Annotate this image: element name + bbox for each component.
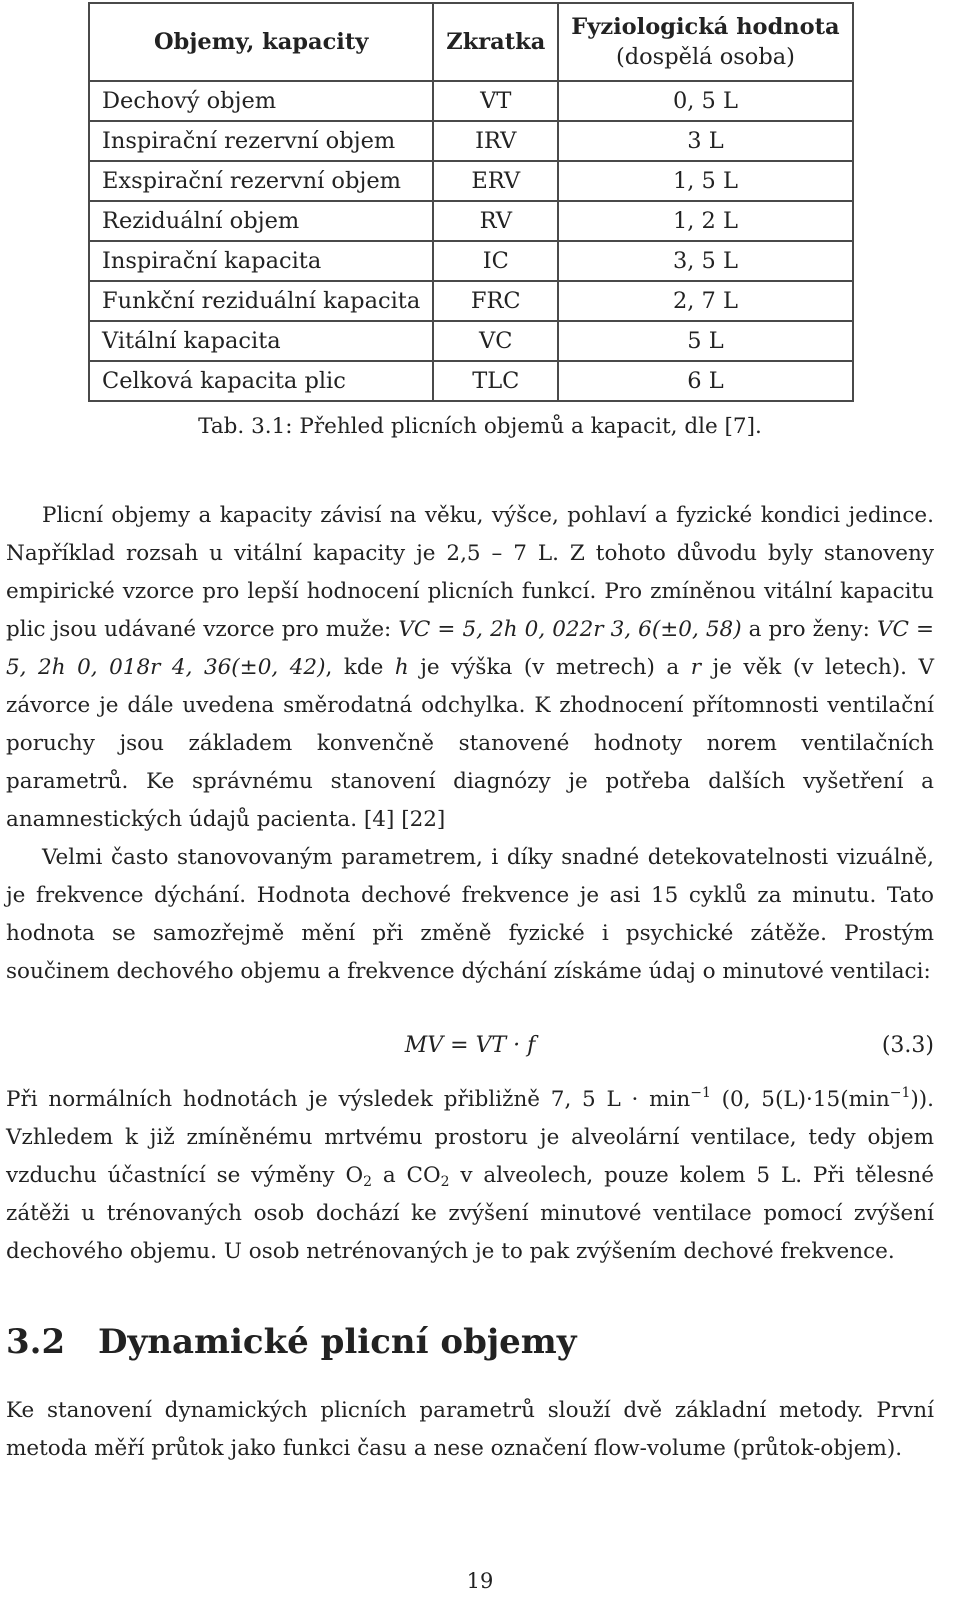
text-run: Při normálních hodnotách je výsledek přibližně 7, 5 L · min [6,1087,691,1112]
text-block-1 [6,497,934,991]
header-value-line1: Fyziologická hodnota [571,14,840,40]
header-value [558,3,852,81]
table-row [89,281,853,321]
text-run: )). Vzhledem k již zmíněnému mrtvému prostoru je alveolární ventilace, tedy objem vzduchu účastnící se výměny O [6,1087,934,1188]
cell-abbr: TLC [433,361,558,401]
cell-name: Reziduální objem [89,201,433,241]
formula-women: VC = 5, 2h 0, 018r 4, 36(±0, 42) [6,617,934,680]
text-block-2 [6,1081,934,1271]
cell-name: Dechový objem [89,81,433,121]
superscript: −1 [889,1085,911,1101]
cell-value: 5 L [558,321,852,361]
table-row [89,361,853,401]
cell-abbr: IRV [433,121,558,161]
text-run: je věk (v letech). V závorce je dále uvedena směrodatná odchylka. K zhodnocení přítomnosti ventilační poruchy jsou základem konvenčně stanovené hodnoty norem ventilačních parametrů. Ke správnému stanovení diagnózy je potřeba dalších vyšetření a anamnestických údajů pacienta. [4] [22] [6,655,934,832]
table-row [89,321,853,361]
section-heading [6,1318,577,1366]
paragraph-dynamic-methods: Ke stanovení dynamických plicních parametrů slouží dvě základní metody. První metoda měří průtok jako funkci času a nese označení flow-volume (průtok-objem). [6,1398,934,1461]
cell-abbr: VT [433,81,558,121]
table-caption: Tab. 3.1: Přehled plicních objemů a kapacit, dle [7]. [198,414,762,439]
page-number: 19 [466,1569,494,1593]
symbol-r: r [690,655,702,680]
cell-name: Vitální kapacita [89,321,433,361]
text-run: v alveolech, pouze kolem 5 L. Při tělesné zátěži u trénovaných osob dochází ke zvýšení minutové ventilace pomocí zvýšení dechového objemu. U osob netrénovaných je to pak zvýšením dechové frekvence. [6,1163,934,1264]
text-run: , kde [325,655,395,680]
cell-name: Funkční reziduální kapacita [89,281,433,321]
text-run: Plicní objemy a kapacity závisí na věku, výšce, pohlaví a fyzické kondici jedince. Například rozsah u vitální kapacity je 2,5 – 7 L. Z tohoto důvodu byly stanoveny empirické vzorce pro lepší hodnocení plicních funkcí. Pro zmíněnou vitální kapacitu plic jsou udávané vzorce pro muže: [6,503,934,642]
table-row [89,241,853,281]
subscript: 2 [363,1174,372,1190]
paragraph-minute-ventilation [6,1081,934,1271]
cell-value: 3 L [558,121,852,161]
cell-name: Exspirační rezervní objem [89,161,433,201]
cell-name: Inspirační rezervní objem [89,121,433,161]
cell-name: Celková kapacita plic [89,361,433,401]
header-abbr: Zkratka [433,3,558,81]
cell-abbr: VC [433,321,558,361]
cell-abbr: FRC [433,281,558,321]
text-run: je výška (v metrech) a [408,655,691,680]
formula-men: VC = 5, 2h 0, 022r 3, 6(±0, 58) [398,617,742,642]
superscript: −1 [690,1085,711,1101]
equation-3-3 [6,1027,934,1065]
text-run: a pro ženy: [741,617,877,642]
cell-abbr: ERV [433,161,558,201]
header-value-line2: (dospělá osoba) [615,44,795,70]
paragraph-vital-capacity [6,497,934,839]
cell-value: 0, 5 L [558,81,852,121]
text-block-3 [6,1392,934,1468]
table-row [89,121,853,161]
header-name: Objemy, kapacity [89,3,433,81]
symbol-h: h [394,655,409,680]
table-row [89,161,853,201]
cell-value: 2, 7 L [558,281,852,321]
cell-name: Inspirační kapacita [89,241,433,281]
text-run: (0, 5(L)·15(min [710,1087,890,1112]
section-number: 3.2 [6,1322,66,1362]
equation-body: MV = VT · f [404,1033,536,1058]
cell-value: 1, 2 L [558,201,852,241]
paragraph-breathing-frequency: Velmi často stanovovaným parametrem, i díky snadné detekovatelnosti vizuálně, je frekvence dýchání. Hodnota dechové frekvence je asi 15 cyklů za minutu. Tato hodnota se samozřejmě mění při změně fyzické i psychické zátěže. Prostým součinem dechového objemu a frekvence dýchání získáme údaj o minutové ventilaci: [6,845,934,984]
table-row [89,81,853,121]
text-run: a CO [372,1163,441,1188]
cell-abbr: IC [433,241,558,281]
cell-value: 1, 5 L [558,161,852,201]
table-header-row [89,3,853,81]
table-row [89,201,853,241]
section-title-text: Dynamické plicní objemy [98,1322,577,1362]
cell-abbr: RV [433,201,558,241]
cell-value: 3, 5 L [558,241,852,281]
lung-volumes-table [88,2,854,402]
subscript: 2 [440,1174,450,1190]
cell-value: 6 L [558,361,852,401]
equation-number: (3.3) [881,1033,934,1058]
